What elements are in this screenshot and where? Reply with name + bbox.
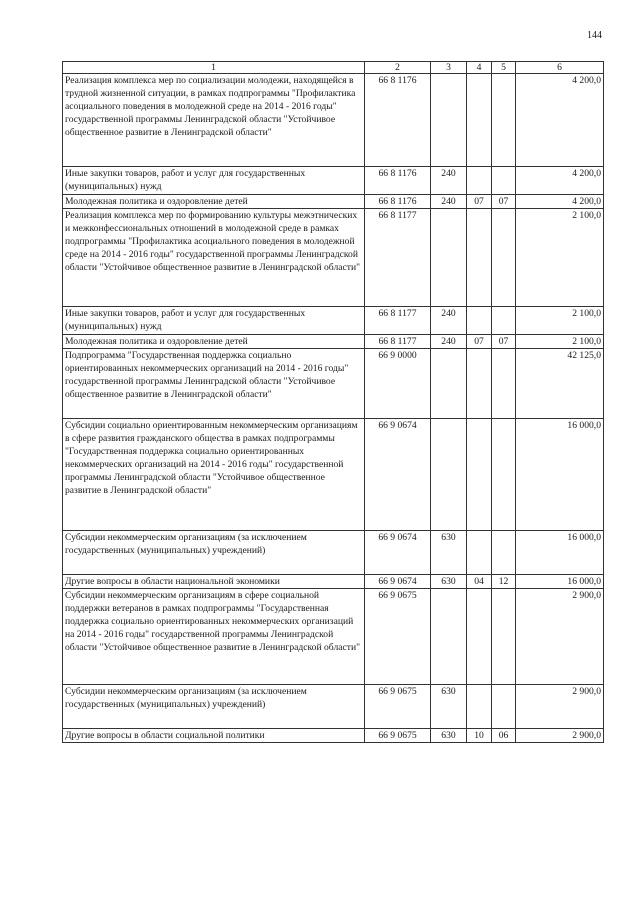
page-number: 144 (587, 30, 602, 41)
table-row (63, 349, 604, 419)
row-pr (492, 685, 516, 729)
row-sum: 16 000,0 (516, 419, 604, 531)
row-name: Субсидии некоммерческим организациям (за исключением государственных (муниципальных) учреждений) (63, 531, 365, 575)
row-csr: 66 8 1176 (365, 195, 431, 209)
row-rz (467, 167, 492, 195)
row-vr: 240 (431, 167, 467, 195)
budget-table (62, 61, 604, 743)
table-row (63, 209, 604, 307)
row-name: Субсидии некоммерческим организациям (за исключением государственных (муниципальных) учреждений) (63, 685, 365, 729)
row-name: Молодежная политика и оздоровление детей (63, 195, 365, 209)
row-csr: 66 9 0674 (365, 531, 431, 575)
row-sum: 4 200,0 (516, 74, 604, 167)
row-name: Субсидии некоммерческим организациям в сфере социальной поддержки ветеранов в рамках подпрограммы "Государственная поддержка социально ориентированных некоммерческих организаций на 2014 - 2016 годы" государственной программы Ленинградской области "Устойчивое общественное развитие в Ленинградской области" (63, 589, 365, 685)
table-row (63, 167, 604, 195)
row-sum: 4 200,0 (516, 167, 604, 195)
row-name: Молодежная политика и оздоровление детей (63, 335, 365, 349)
table-row (63, 531, 604, 575)
row-csr: 66 9 0674 (365, 419, 431, 531)
row-rz (467, 349, 492, 419)
table-header-row (63, 62, 604, 74)
table-row (63, 307, 604, 335)
row-csr: 66 8 1176 (365, 74, 431, 167)
row-vr (431, 589, 467, 685)
row-csr: 66 9 0675 (365, 729, 431, 743)
row-rz (467, 74, 492, 167)
row-rz: 07 (467, 335, 492, 349)
row-sum: 2 100,0 (516, 209, 604, 307)
row-name: Реализация комплекса мер по социализации молодежи, находящейся в трудной жизненной ситуации, в рамках подпрограммы "Профилактика асоциального поведения в молодежной среде на 2014 - 2016 годы" государственной программы Ленинградской области "Устойчивое общественное развитие в Ленинградской области" (63, 74, 365, 167)
header-col-3: 3 (431, 62, 467, 74)
table-row (63, 335, 604, 349)
row-vr: 240 (431, 335, 467, 349)
row-pr: 07 (492, 195, 516, 209)
header-col-4: 4 (467, 62, 492, 74)
row-pr (492, 307, 516, 335)
row-pr (492, 349, 516, 419)
row-pr (492, 209, 516, 307)
row-name: Другие вопросы в области социальной политики (63, 729, 365, 743)
row-csr: 66 9 0675 (365, 685, 431, 729)
row-vr (431, 209, 467, 307)
row-vr: 240 (431, 195, 467, 209)
row-rz (467, 419, 492, 531)
row-pr (492, 74, 516, 167)
row-csr: 66 8 1176 (365, 167, 431, 195)
row-rz: 04 (467, 575, 492, 589)
row-name: Субсидии социально ориентированным некоммерческим организациям в сфере развития гражданского общества в рамках подпрограммы "Государственная поддержка социально ориентированных некоммерческих организаций на 2014 - 2016 годы" государственной программы Ленинградской области "Устойчивое общественное развитие в Ленинградской области" (63, 419, 365, 531)
row-csr: 66 8 1177 (365, 335, 431, 349)
row-sum: 16 000,0 (516, 531, 604, 575)
row-vr: 630 (431, 575, 467, 589)
header-col-1: 1 (63, 62, 365, 74)
row-csr: 66 9 0674 (365, 575, 431, 589)
header-col-2: 2 (365, 62, 431, 74)
table-row (63, 74, 604, 167)
row-sum: 2 900,0 (516, 685, 604, 729)
row-sum: 2 100,0 (516, 335, 604, 349)
row-name: Подпрограмма "Государственная поддержка социально ориентированных некоммерческих организаций на 2014 - 2016 годы" государственной программы Ленинградской области "Устойчивое общественное развитие в Ленинградской области" (63, 349, 365, 419)
table-row (63, 575, 604, 589)
row-csr: 66 9 0000 (365, 349, 431, 419)
row-vr: 630 (431, 729, 467, 743)
row-sum: 2 900,0 (516, 729, 604, 743)
row-sum: 42 125,0 (516, 349, 604, 419)
row-sum: 4 200,0 (516, 195, 604, 209)
row-vr (431, 349, 467, 419)
row-rz (467, 589, 492, 685)
row-csr: 66 8 1177 (365, 307, 431, 335)
row-vr (431, 419, 467, 531)
row-pr: 07 (492, 335, 516, 349)
row-sum: 16 000,0 (516, 575, 604, 589)
row-pr (492, 419, 516, 531)
row-csr: 66 8 1177 (365, 209, 431, 307)
table-row (63, 419, 604, 531)
row-name: Другие вопросы в области национальной экономики (63, 575, 365, 589)
table-row (63, 195, 604, 209)
header-col-5: 5 (492, 62, 516, 74)
row-pr: 06 (492, 729, 516, 743)
table-row (63, 729, 604, 743)
row-pr (492, 167, 516, 195)
row-name: Реализация комплекса мер по формированию культуры межэтнических и межконфессиональных отношений в молодежной среде в рамках подпрограммы "Профилактика асоциального поведения в молодежной среде на 2014 - 2016 годы" государственной программы Ленинградской области "Устойчивое общественное развитие в Ленинградской области" (63, 209, 365, 307)
row-rz (467, 307, 492, 335)
row-rz: 10 (467, 729, 492, 743)
table-row (63, 589, 604, 685)
row-rz: 07 (467, 195, 492, 209)
header-col-6: 6 (516, 62, 604, 74)
row-pr (492, 531, 516, 575)
row-rz (467, 685, 492, 729)
row-sum: 2 900,0 (516, 589, 604, 685)
row-pr (492, 589, 516, 685)
row-vr (431, 74, 467, 167)
row-name: Иные закупки товаров, работ и услуг для государственных (муниципальных) нужд (63, 307, 365, 335)
row-name: Иные закупки товаров, работ и услуг для государственных (муниципальных) нужд (63, 167, 365, 195)
row-vr: 630 (431, 685, 467, 729)
row-pr: 12 (492, 575, 516, 589)
table-row (63, 685, 604, 729)
row-csr: 66 9 0675 (365, 589, 431, 685)
row-sum: 2 100,0 (516, 307, 604, 335)
row-rz (467, 209, 492, 307)
row-vr: 240 (431, 307, 467, 335)
row-vr: 630 (431, 531, 467, 575)
row-rz (467, 531, 492, 575)
